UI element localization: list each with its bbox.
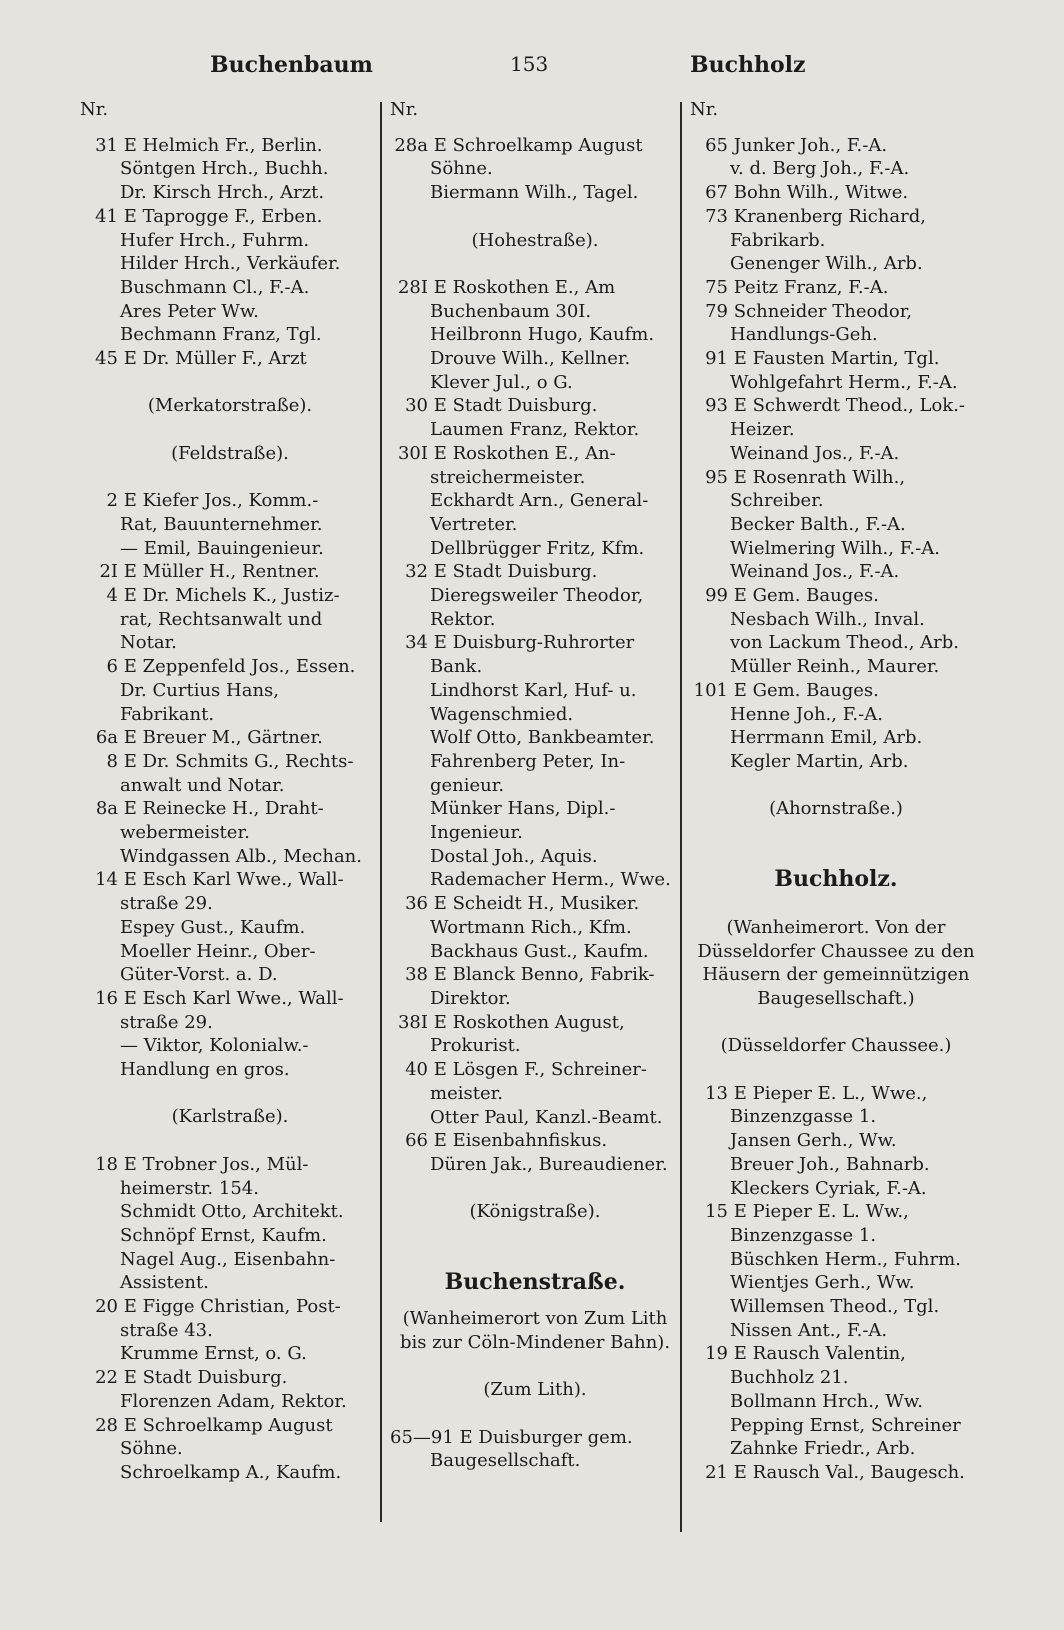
running-header-right: Buchholz xyxy=(690,52,806,78)
entry-text: E Stadt Duisburg. xyxy=(123,1367,288,1389)
house-number: 30I xyxy=(397,442,428,464)
house-entry xyxy=(690,466,982,490)
house-entry xyxy=(690,134,982,158)
entry-continuation: Hufer Hrch., Fuhrm. xyxy=(120,229,310,251)
house-number: 45 xyxy=(95,348,118,370)
house-number: 73 xyxy=(705,205,728,227)
street-heading: (Wanheimerort von Zum Lith xyxy=(402,1308,668,1330)
house-number: 99 xyxy=(705,585,728,607)
spacer xyxy=(390,122,680,134)
entry-continuation: Buschmann Cl., F.-A. xyxy=(120,276,310,298)
house-number: 95 xyxy=(705,466,728,488)
entry-continuation: Hilder Hrch., Verkäufer. xyxy=(120,253,341,275)
entry-text: E Figge Christian, Post- xyxy=(123,1296,341,1318)
house-entry xyxy=(390,394,680,418)
spacer xyxy=(390,1248,680,1272)
section-title: Buchenstraße. xyxy=(444,1271,626,1296)
house-entry xyxy=(80,1295,380,1319)
entry-continuation: Willemsen Theod., Tgl. xyxy=(730,1296,940,1318)
house-entry xyxy=(390,892,680,916)
entry-text: E Gem. Bauges. xyxy=(733,679,879,701)
entry-continuation: Breuer Joh., Bahnarb. xyxy=(730,1153,930,1175)
entry-continuation: Nissen Ant., F.-A. xyxy=(730,1319,888,1341)
house-number: 93 xyxy=(705,395,728,417)
entry-text: E Blanck Benno, Fabrik- xyxy=(433,964,655,986)
entry-continuation: Wohlgefahrt Herm., F.-A. xyxy=(730,371,958,393)
house-number: 2I xyxy=(99,561,118,583)
entry-continuation: Pepping Ernst, Schreiner xyxy=(730,1414,961,1436)
entry-continuation: Genenger Wilh., Arb. xyxy=(730,253,923,275)
entry-continuation: meister. xyxy=(430,1082,503,1104)
house-entry xyxy=(80,205,380,229)
entry-continuation: Wortmann Rich., Kfm. xyxy=(430,916,632,938)
house-number: 65—91 xyxy=(390,1426,454,1448)
entry-text: Bohn Wilh., Witwe. xyxy=(733,182,909,204)
entry-text: E Kiefer Jos., Komm.- xyxy=(123,490,319,512)
section-title: Buchholz. xyxy=(774,868,898,893)
entry-continuation: Dr. Curtius Hans, xyxy=(120,679,279,701)
entry-continuation: Drouve Wilh., Kellner. xyxy=(430,348,631,369)
house-number: 22 xyxy=(95,1367,118,1389)
street-heading: (Königstraße). xyxy=(469,1201,601,1223)
entry-text: Kranenberg Richard, xyxy=(733,205,926,227)
entry-continuation: Rat, Bauunternehmer. xyxy=(120,513,323,535)
spacer xyxy=(80,122,380,134)
house-entry xyxy=(80,750,380,774)
entry-continuation: Ares Peter Ww. xyxy=(120,300,259,322)
house-entry xyxy=(390,1426,680,1450)
entry-text: E Scheidt H., Musiker. xyxy=(433,893,640,915)
house-entry xyxy=(390,276,680,300)
house-entry xyxy=(80,560,380,584)
house-entry xyxy=(80,1153,380,1177)
house-entry xyxy=(80,987,380,1011)
spacer xyxy=(80,371,380,395)
entry-continuation: Backhaus Gust., Kaufm. xyxy=(430,940,649,962)
house-number: 2 xyxy=(106,490,118,512)
spacer xyxy=(690,845,982,869)
entry-continuation: Laumen Franz, Rektor. xyxy=(430,419,640,441)
spacer xyxy=(690,774,982,798)
house-number: 28 xyxy=(95,1414,118,1436)
entry-continuation: Schroelkamp A., Kaufm. xyxy=(120,1462,342,1483)
house-number: 15 xyxy=(705,1201,728,1223)
house-number: 79 xyxy=(705,300,728,322)
entry-continuation: heimerstr. 154. xyxy=(120,1177,259,1199)
entry-continuation: streichermeister. xyxy=(430,466,586,488)
house-entry xyxy=(80,134,380,158)
entry-continuation: Herrmann Emil, Arb. xyxy=(730,727,923,749)
entry-continuation: straße 29. xyxy=(120,893,213,915)
entry-text: Junker Joh., F.-A. xyxy=(733,134,888,156)
house-entry xyxy=(390,1129,680,1153)
house-entry xyxy=(690,1082,982,1106)
house-number: 19 xyxy=(705,1343,728,1365)
house-number: 31 xyxy=(95,134,118,156)
house-number: 65 xyxy=(705,134,728,156)
entry-text: E Roskothen August, xyxy=(433,1011,625,1033)
column-rule-1 xyxy=(380,102,382,1522)
spacer xyxy=(80,1082,380,1106)
house-number: 67 xyxy=(705,182,728,204)
entry-continuation: Nagel Aug., Eisenbahn- xyxy=(120,1248,336,1270)
entry-continuation: Fahrenberg Peter, In- xyxy=(430,750,626,772)
house-entry xyxy=(690,205,982,229)
entry-text: E Pieper E. L., Wwe., xyxy=(733,1082,928,1104)
entry-continuation: Fabrikant. xyxy=(120,703,215,725)
entry-continuation: Weinand Jos., F.-A. xyxy=(730,442,900,464)
house-number: 32 xyxy=(405,561,428,583)
entry-text: E Trobner Jos., Mül- xyxy=(123,1153,309,1175)
house-number: 16 xyxy=(95,987,118,1009)
entry-text: Peitz Franz, F.-A. xyxy=(733,276,889,298)
entry-continuation: Zahnke Friedr., Arb. xyxy=(730,1438,916,1460)
spacer xyxy=(690,892,982,916)
street-heading: Häusern der gemeinnützigen xyxy=(702,964,970,986)
spacer xyxy=(690,1058,982,1082)
entry-text: E Stadt Duisburg. xyxy=(433,395,598,417)
entry-continuation: Eckhardt Arn., General- xyxy=(430,490,649,512)
entry-continuation: Weinand Jos., F.-A. xyxy=(730,561,900,583)
entry-continuation: — Emil, Bauingenieur. xyxy=(120,537,324,559)
column-2 xyxy=(390,98,680,1473)
column-heading-nr: Nr. xyxy=(690,99,719,120)
entry-text: E Pieper E. L. Ww., xyxy=(733,1201,909,1223)
house-entry xyxy=(390,442,680,466)
house-number: 36 xyxy=(405,893,428,915)
house-number: 75 xyxy=(705,276,728,298)
house-entry xyxy=(80,1414,380,1438)
house-entry xyxy=(390,1058,680,1082)
house-number: 14 xyxy=(95,869,118,891)
spacer xyxy=(690,1011,982,1035)
entry-continuation: Notar. xyxy=(120,632,177,654)
entry-continuation: Vertreter. xyxy=(430,513,518,535)
entry-continuation: Güter-Vorst. a. D. xyxy=(120,964,278,986)
entry-text: E Schwerdt Theod., Lok.- xyxy=(733,395,966,417)
entry-continuation: anwalt und Notar. xyxy=(120,774,285,796)
entry-text: E Rausch Valentin, xyxy=(733,1343,906,1365)
spacer xyxy=(390,1295,680,1307)
house-number: 30 xyxy=(405,395,428,417)
entry-text: E Rausch Val., Baugesch. xyxy=(733,1461,965,1483)
entry-text: E Dr. Schmits G., Rechts- xyxy=(123,750,354,772)
street-heading: (Hohestraße). xyxy=(471,229,599,251)
entry-text: E Schroelkamp August xyxy=(433,134,643,156)
entry-continuation: Fabrikarb. xyxy=(730,229,826,251)
street-heading: (Karlstraße). xyxy=(171,1106,289,1128)
spacer xyxy=(390,252,680,276)
entry-continuation: Espey Gust., Kaufm. xyxy=(120,916,306,938)
spacer xyxy=(390,1402,680,1426)
street-heading: bis zur Cöln-Mindener Bahn). xyxy=(399,1331,671,1353)
entry-text: Schneider Theodor, xyxy=(733,300,913,322)
house-number: 38 xyxy=(405,964,428,986)
house-number: 101 xyxy=(693,679,728,701)
entry-continuation: Kegler Martin, Arb. xyxy=(730,750,909,772)
entry-text: E Rosenrath Wilh., xyxy=(733,466,906,488)
house-entry xyxy=(390,963,680,987)
entry-continuation: von Lackum Theod., Arb. xyxy=(730,632,959,654)
entry-continuation: Dostal Joh., Aquis. xyxy=(430,845,598,867)
entry-continuation: Söhne. xyxy=(120,1438,183,1460)
entry-continuation: Direktor. xyxy=(430,987,511,1009)
entry-continuation: Rektor. xyxy=(430,608,496,630)
column-heading-nr: Nr. xyxy=(390,99,419,120)
house-number: 20 xyxy=(95,1296,118,1318)
entry-continuation: Söntgen Hrch., Buchh. xyxy=(120,158,329,180)
entry-continuation: Moeller Heinr., Ober- xyxy=(120,940,316,962)
entry-continuation: — Viktor, Kolonialw.- xyxy=(120,1035,309,1057)
house-entry xyxy=(690,300,982,324)
column-1 xyxy=(80,98,380,1485)
spacer xyxy=(390,1177,680,1201)
house-number: 4 xyxy=(106,585,118,607)
entry-continuation: Windgassen Alb., Mechan. xyxy=(120,845,362,867)
entry-text: E Schroelkamp August xyxy=(123,1414,333,1436)
spacer xyxy=(80,1129,380,1153)
street-heading: (Merkatorstraße). xyxy=(147,395,313,417)
entry-continuation: Biermann Wilh., Tagel. xyxy=(430,182,639,204)
entry-continuation: Jansen Gerh., Ww. xyxy=(730,1130,897,1152)
house-entry xyxy=(690,347,982,371)
entry-continuation: Becker Balth., F.-A. xyxy=(730,513,906,535)
house-entry xyxy=(690,1461,982,1485)
street-heading: Düsseldorfer Chaussee zu den xyxy=(697,940,975,962)
entry-text: E Esch Karl Wwe., Wall- xyxy=(123,987,344,1009)
entry-continuation: Dieregsweiler Theodor, xyxy=(430,585,644,607)
house-number: 66 xyxy=(405,1130,428,1152)
house-number: 41 xyxy=(95,205,118,227)
house-entry xyxy=(690,181,982,205)
entry-continuation: Bollmann Hrch., Ww. xyxy=(730,1390,923,1412)
entry-continuation: Otter Paul, Kanzl.-Beamt. xyxy=(430,1106,663,1128)
entry-continuation: Bechmann Franz, Tgl. xyxy=(120,324,322,346)
street-heading: (Wanheimerort. Von der xyxy=(726,916,946,938)
house-number: 21 xyxy=(705,1461,728,1483)
entry-text: E Zeppenfeld Jos., Essen. xyxy=(123,656,356,678)
entry-continuation: Klever Jul., o G. xyxy=(430,371,573,393)
entry-continuation: Baugesellschaft. xyxy=(430,1450,581,1472)
house-entry xyxy=(80,347,380,371)
house-entry xyxy=(390,631,680,655)
entry-continuation: Binzenzgasse 1. xyxy=(730,1224,877,1246)
entry-continuation: Lindhorst Karl, Huf- u. xyxy=(430,679,637,701)
house-entry xyxy=(80,726,380,750)
house-entry xyxy=(690,679,982,703)
entry-text: E Stadt Duisburg. xyxy=(433,561,598,583)
entry-continuation: Schnöpf Ernst, Kaufm. xyxy=(120,1224,327,1246)
entry-continuation: Büschken Herm., Fuhrm. xyxy=(730,1248,961,1270)
house-number: 40 xyxy=(405,1059,428,1081)
house-entry xyxy=(390,1011,680,1035)
house-entry xyxy=(80,797,380,821)
street-heading: (Düsseldorfer Chaussee.) xyxy=(720,1035,952,1057)
entry-continuation: Handlungs-Geh. xyxy=(730,324,878,346)
house-entry xyxy=(690,1200,982,1224)
entry-text: E Duisburger gem. xyxy=(459,1426,633,1448)
entry-continuation: straße 29. xyxy=(120,1011,213,1033)
house-number: 6 xyxy=(106,656,118,678)
spacer xyxy=(80,418,380,442)
entry-continuation: Handlung en gros. xyxy=(120,1059,290,1081)
house-entry xyxy=(80,868,380,892)
entry-continuation: Henne Joh., F.-A. xyxy=(730,703,883,725)
house-entry xyxy=(80,1366,380,1390)
column-heading-nr: Nr. xyxy=(80,99,109,120)
entry-continuation: straße 43. xyxy=(120,1319,213,1341)
column-rule-2 xyxy=(680,102,682,1532)
running-header-left: Buchenbaum xyxy=(210,52,373,78)
entry-continuation: Dr. Kirsch Hrch., Arzt. xyxy=(120,182,325,204)
house-number: 6a xyxy=(95,727,118,749)
house-number: 28I xyxy=(397,276,428,298)
spacer xyxy=(390,205,680,229)
page-number: 153 xyxy=(510,52,549,76)
entry-continuation: Düren Jak., Bureaudiener. xyxy=(430,1153,668,1175)
street-heading: (Ahornstraße.) xyxy=(769,798,903,820)
entry-continuation: Wolf Otto, Bankbeamter. xyxy=(430,727,655,749)
entry-continuation: Binzenzgasse 1. xyxy=(730,1106,877,1128)
street-heading: (Zum Lith). xyxy=(483,1379,587,1401)
entry-continuation: Dellbrügger Fritz, Kfm. xyxy=(430,537,645,559)
entry-text: E Müller H., Rentner. xyxy=(123,561,320,583)
entry-continuation: Söhne. xyxy=(430,158,493,180)
entry-text: E Dr. Müller F., Arzt xyxy=(123,348,307,370)
entry-continuation: Kleckers Cyriak, F.-A. xyxy=(730,1177,927,1199)
house-entry xyxy=(690,394,982,418)
spacer xyxy=(390,1224,680,1248)
entry-continuation: Münker Hans, Dipl.- xyxy=(430,798,616,820)
house-number: 13 xyxy=(705,1082,728,1104)
entry-continuation: Wagenschmied. xyxy=(430,703,574,725)
entry-text: E Taprogge F., Erben. xyxy=(123,205,323,227)
entry-text: E Dr. Michels K., Justiz- xyxy=(123,585,340,607)
house-entry xyxy=(390,134,680,158)
column-3 xyxy=(690,98,982,1485)
street-heading: (Feldstraße). xyxy=(171,442,289,464)
house-entry xyxy=(690,276,982,300)
house-number: 8 xyxy=(106,750,118,772)
house-entry xyxy=(80,655,380,679)
entry-continuation: Ingenieur. xyxy=(430,822,523,844)
entry-continuation: Schreiber. xyxy=(730,490,824,512)
entry-continuation: Heizer. xyxy=(730,419,795,441)
entry-continuation: Bank. xyxy=(430,656,483,678)
entry-continuation: Krumme Ernst, o. G. xyxy=(120,1343,307,1365)
entry-text: E Gem. Bauges. xyxy=(733,585,879,607)
entry-continuation: Rademacher Herm., Wwe. xyxy=(430,869,671,891)
entry-text: E Lösgen F., Schreiner- xyxy=(433,1059,647,1081)
house-number: 28a xyxy=(394,134,428,156)
house-number: 8a xyxy=(95,798,118,820)
entry-text: E Roskothen E., Am xyxy=(433,276,616,298)
spacer xyxy=(390,1354,680,1378)
entry-continuation: Prokurist. xyxy=(430,1035,521,1057)
spacer xyxy=(80,466,380,490)
entry-continuation: Wientjes Gerh., Ww. xyxy=(730,1272,915,1294)
entry-continuation: Florenzen Adam, Rektor. xyxy=(120,1390,347,1412)
entry-text: E Helmich Fr., Berlin. xyxy=(123,134,323,156)
entry-continuation: Buchenbaum 30I. xyxy=(430,300,592,322)
house-entry xyxy=(690,1342,982,1366)
house-entry xyxy=(390,560,680,584)
entry-continuation: Buchholz 21. xyxy=(730,1367,849,1389)
street-heading: Baugesellschaft.) xyxy=(757,987,915,1009)
entry-continuation: webermeister. xyxy=(120,822,250,844)
house-number: 18 xyxy=(95,1153,118,1175)
entry-continuation: Müller Reinh., Maurer. xyxy=(730,656,940,678)
entry-continuation: genieur. xyxy=(430,774,505,796)
house-number: 91 xyxy=(705,348,728,370)
entry-continuation: Nesbach Wilh., Inval. xyxy=(730,608,925,630)
entry-text: E Eisenbahnfiskus. xyxy=(433,1130,608,1152)
house-entry xyxy=(80,489,380,513)
house-entry xyxy=(690,584,982,608)
entry-continuation: v. d. Berg Joh., F.-A. xyxy=(730,158,910,180)
entry-text: E Reinecke H., Draht- xyxy=(123,798,324,820)
entry-text: E Esch Karl Wwe., Wall- xyxy=(123,869,344,891)
house-number: 34 xyxy=(405,632,428,654)
entry-continuation: Heilbronn Hugo, Kaufm. xyxy=(430,324,655,346)
entry-continuation: rat, Rechtsanwalt und xyxy=(120,608,323,630)
spacer xyxy=(690,821,982,845)
house-number: 38I xyxy=(397,1011,428,1033)
entry-text: E Roskothen E., An- xyxy=(433,442,616,464)
entry-text: E Duisburg-Ruhrorter xyxy=(433,632,635,654)
entry-text: E Fausten Martin, Tgl. xyxy=(733,348,940,370)
entry-text: E Breuer M., Gärtner. xyxy=(123,727,323,749)
entry-continuation: Assistent. xyxy=(120,1272,209,1294)
spacer xyxy=(690,122,982,134)
entry-continuation: Schmidt Otto, Architekt. xyxy=(120,1201,344,1223)
house-entry xyxy=(80,584,380,608)
entry-continuation: Wielmering Wilh., F.-A. xyxy=(730,537,940,559)
